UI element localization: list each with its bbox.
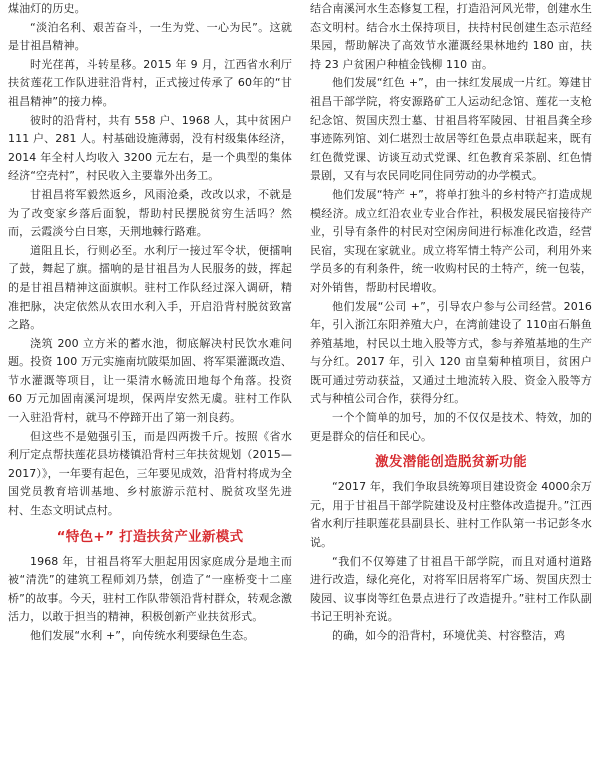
paragraph: 一个个简单的加号，加的不仅仅是技术、特效，加的更是群众的信任和民心。 [310, 411, 592, 443]
paragraph: 他们发展“特产 +”，将单打独斗的乡村特产打造成规模经济。成立红沿农业专业合作社，积极发展民宿接待产业，引导有条件的村民对空闲房间进行标准化改造，经营民宿，实现在家就业。成立将军情土特产公司，利用外来学员多的有利条件，统一收购村民的土特产，统一包装，对外销售，帮助村民增收。 [310, 187, 592, 294]
left-column [8, 0, 292, 761]
heading-tag: “特色+” [56, 528, 115, 545]
paragraph: “2017 年，我们争取县统筹项目建设资金 4000余万元，用于甘祖昌干部学院建设及村庄整体改造提升。”江西省水利厅挂职莲花县副县长、驻村工作队第一书记彭冬水说。 [310, 480, 592, 550]
paragraph: 浇筑 200 立方米的蓄水池，彻底解决村民饮水难问题。投资 100 万元实施南坑陂渠加固、将军渠灌溉改造、节水灌溉等项目，让一渠清水畅流田地每个角落。投资 60 万元加固南溪河堤坝，保两岸安然无虞。驻村工作队一入驻沿背村，就马不停蹄开出了第一剂良药。 [8, 336, 292, 425]
paragraph: 他们发展“水利 +”，向传统水利要绿色生态。 [30, 629, 255, 642]
paragraph: 的确，如今的沿背村，环境优美、村容整洁，鸡 [332, 629, 566, 642]
section-heading-potential: 激发潜能创造脱贫新功能 [375, 454, 527, 471]
paragraph: “淡泊名利、艰苦奋斗，一生为党、一心为民”。这就是甘祖昌精神。 [8, 20, 292, 53]
paragraph: 道阻且长，行则必至。水利厅一接过军令状，便擂响了鼓，舞起了旗。擂响的是甘祖昌为人民服务的鼓，挥起的是甘祖昌精神这面旗帜。驻村工作队经过深入调研，精准把脉，决定依然从农田水利入手，开启沿背村脱贫致富之路。 [8, 243, 292, 332]
paragraph: 时光荏苒，斗转星移。2015 年 9 月，江西省水利厅扶贫莲花工作队进驻沿背村，正式接过传承了 60年的“甘祖昌精神”的接力棒。 [8, 57, 292, 108]
paragraph: 他们发展“公司 +”，引导农户参与公司经营。2016 年，引入浙江东阳养殖大户，在湾前建设了 110亩石斛鱼养殖基地，村民以土地入股等方式，参与养殖基地的生产与分红。2017 年，引入 120 亩皇菊种植项目，贫困户既可通过劳动获益，又通过土地流转入股、资金入股等方式与种植公司合作，获得分红。 [310, 299, 592, 406]
heading-text: 打造扶贫产业新模式 [119, 528, 244, 545]
paragraph: 彼时的沿背村，共有 558 户、1968 人，其中贫困户 111 户、281 人。村基础设施薄弱，没有村级集体经济，2014 年全村人均收入 3200 元左右，是一个典型的集体经济“空壳村”，村民收入主要靠外出务工。 [8, 113, 292, 183]
right-column [310, 0, 592, 761]
paragraph: 1968 年，甘祖昌将军大胆起用因家庭成分是地主而被“清洗”的建筑工程师刘乃禁，创造了“一座桥变十二座桥”的故事。今天，驻村工作队带领沿背村群众，转观念激活力，以敢于担当的精神，积极创新产业扶贫形式。 [8, 554, 292, 624]
paragraph: “我们不仅筹建了甘祖昌干部学院，而且对通村道路进行改造，绿化亮化，对将军旧居将军广场、贺国庆烈士陵园、议事岗等红色景点进行了改造提升。”驻村工作队副书记王明补充说。 [310, 554, 592, 624]
section-heading-characteristic [8, 526, 292, 548]
paragraph: 他们发展“红色 +”，由一抹红发展成一片红。筹建甘祖昌干部学院，将安源路矿工人运动纪念馆、莲花一支枪纪念馆、贺国庆烈士墓、甘祖昌将军陵园、甘祖昌龚全珍事迹陈列馆、刘仁堪烈士故居等红色景点串联起来，既有红色微党课、访谈互动式党课、红色教育采茶剧、红色情景剧，又有与农民同吃同住同劳动的办学模式。 [310, 76, 592, 183]
paragraph: 结合南溪河水生态修复工程，打造沿河风光带，创建水生态文明村。结合水土保持项目，扶持村民创建生态示范经果园，帮助解决了高效节水灌溉经果林地约 180 亩，扶持 23 户贫困户种植金钱柳 110 亩。 [310, 2, 592, 71]
paragraph: 甘祖昌将军毅然返乡，风雨沧桑，改改以求，不就是为了改变家乡落后面貌，帮助村民摆脱贫穷生活吗？然而，云霞淡兮白日寒，天荆地棘行路难。 [8, 187, 292, 239]
paragraph: 煤油灯的历史。 [8, 2, 86, 15]
paragraph: 但这些不是勉强引玉，而是四两拨千斤。按照《省水利厅定点帮扶莲花县坊楼镇沿背村三年扶贫规划（2015—2017）》，一年要有起色，三年要见成效，沿背村将成为全国党员教育培训基地、乡村旅游示范村、脱贫攻坚先进村、生态文明试点村。 [8, 429, 292, 518]
